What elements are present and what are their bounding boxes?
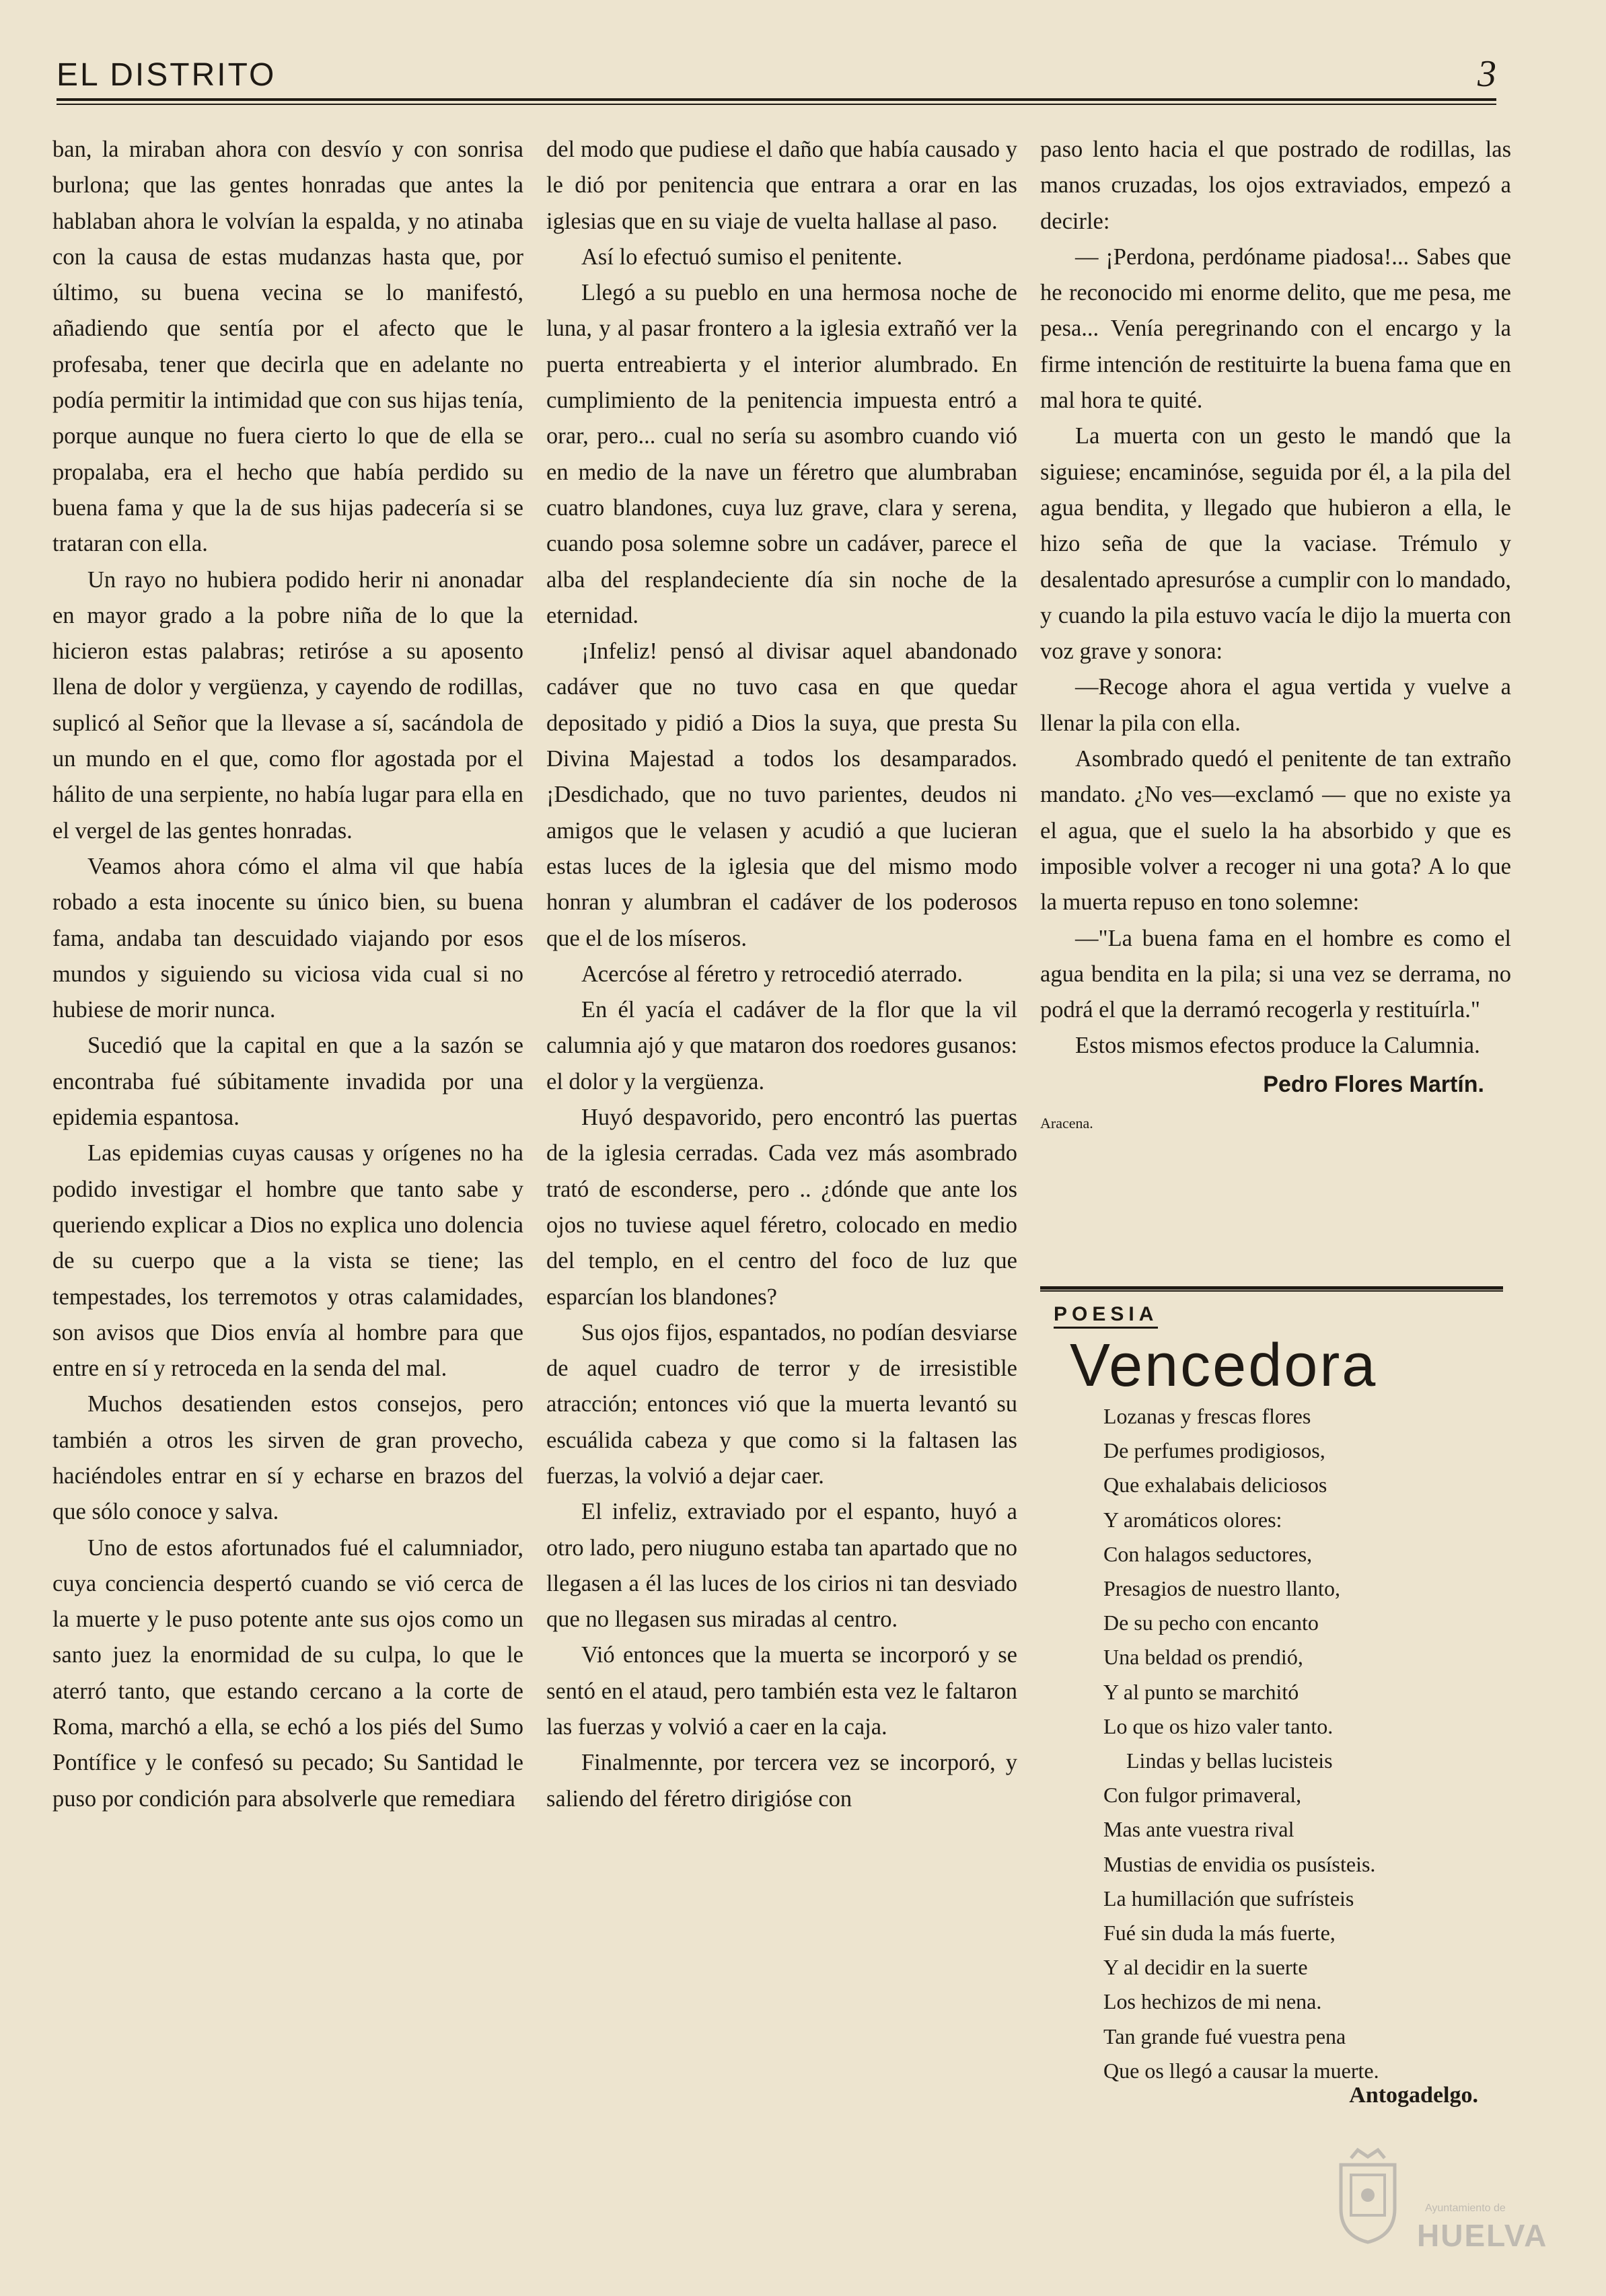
poem-line: Tan grande fué vuestra pena [1103, 2024, 1346, 2048]
watermark-big-text: HUELVA [1417, 2218, 1548, 2253]
poem-line: Y al punto se marchitó [1103, 1679, 1299, 1704]
poem-line: Y aromáticos olores: [1103, 1507, 1282, 1532]
paragraph: Muchos desatienden estos consejos, pero también a otros les sirven de gran provecho, haciéndoles entrar en sí y echarse en brazos del que sólo conoce y salva. [52, 1391, 523, 1525]
masthead [57, 50, 1496, 97]
paragraph: paso lento hacia el que postrado de rodillas, las manos cruzadas, los ojos extraviados, empezó a decirle: [1040, 137, 1511, 234]
poem-line: Fué sin duda la más fuerte, [1103, 1921, 1336, 1946]
paragraph: Finalmennte, por tercera vez se incorporó, y saliendo del féretro dirigióse con [546, 1750, 1017, 1812]
poem-line: Lindas y bellas lucisteis [1126, 1748, 1333, 1773]
poem-line: Y al decidir en la suerte [1103, 1955, 1308, 1980]
paragraph: Así lo efectuó sumiso el penitente. [581, 244, 903, 270]
poem-line: De perfumes prodigiosos, [1103, 1438, 1325, 1463]
poetry-section-label: POESIA [1054, 1304, 1158, 1329]
paragraph: Uno de estos afortunados fué el calumniador, cuya conciencia despertó cuando se vió cerca de la muerte y le puso potente ante sus ojos como un santo juez la enormidad de su culpa, lo que le aterró tanto, que estando cercano a la corte de Roma, marchó a ella, se echó a los piés del Sumo Pontífice y le confesó su pecado; Su Santidad le puso por condición para absolverle que remediara [52, 1534, 523, 1812]
newspaper-title: EL DISTRITO [57, 57, 277, 93]
paragraph: Veamos ahora cómo el alma vil que había robado a esta inocente su único bien, su buena fama, andaba tan descuidado viajando por esos mundos y siguiendo su viciosa vida cual si no hubiese de morir nunca. [52, 853, 523, 1023]
poem-line: Con halagos seductores, [1103, 1541, 1313, 1566]
article-place: Aracena. [1040, 1115, 1093, 1132]
paragraph: La muerta con un gesto le mandó que la siguiese; encaminóse, seguida por él, a la pila del agua bendita, y llegado que hubieron a ella, le hizo seña de que la vaciase. Trémulo y desalentado apresuróse a cumplir con lo mandado, y cuando la pila estuvo vacía le dijo la muerta con voz grave y sonora: [1040, 423, 1511, 665]
poem-line: Que os llegó a causar la muerte. [1103, 2058, 1379, 2083]
paragraph: Asombrado quedó el penitente de tan extraño mandato. ¿No ves—exclamó — que no existe ya el agua, que el suelo la ha absorbido y que es imposible volver a recoger ni una gota? A lo que la muerta repuso en tono solemne: [1040, 746, 1511, 916]
poem-line: Que exhalabais deliciosos [1103, 1473, 1327, 1497]
page-number: 3 [1477, 53, 1496, 95]
watermark-small-text: Ayuntamiento de [1425, 2202, 1506, 2214]
paragraph: ban, la miraban ahora con desvío y con sonrisa burlona; que las gentes honradas que antes la hablaban ahora le volvían la espalda, y no atinaba con la causa de estas mudanzas hasta que, por último, su buena vecina se lo manifestó, añadiendo que sentía por el afecto que le profesaba, tener que decirla que en adelante no podía permitir la intimidad que con sus hijas tenía, porque aunque no fuera cierto lo que de ella se propalaba, era el hecho que había perdido su buena fama y que la de sus hijas padecería si se trataran con ella. [52, 137, 523, 557]
paragraph: Estos mismos efectos produce la Calumnia. [1075, 1033, 1480, 1059]
poem-title: Vencedora [1070, 1332, 1378, 1399]
paragraph: del modo que pudiese el daño que había causado y le dió por penitencia que entrara a orar en las iglesias que en su viaje de vuelta hallase al paso. [546, 137, 1017, 234]
paragraph: — ¡Perdona, perdóname piadosa!... Sabes que he reconocido mi enorme delito, que me pesa, me pesa... Venía peregrinando con el encargo y la firme intención de restituirte la buena fama que en mal hora te quité. [1040, 244, 1511, 414]
paragraph: El infeliz, extraviado por el espanto, huyó a otro lado, pero niuguno estaba tan apartado que no llegasen a él las luces de los cirios ni tan desviado que no llegasen sus miradas al centro. [546, 1499, 1017, 1633]
article-column-2 [546, 132, 1017, 1817]
article-column-3 [1040, 132, 1511, 1141]
section-divider [1040, 1286, 1503, 1292]
poem-line: Una beldad os prendió, [1103, 1645, 1303, 1670]
poem-line: Presagios de nuestro llanto, [1103, 1576, 1340, 1601]
poem-line: La humillación que sufrísteis [1103, 1886, 1354, 1911]
paragraph: Huyó despavorido, pero encontró las puertas de la iglesia cerradas. Cada vez más asombrado trató de esconderse, pero .. ¿dónde que ante los ojos no tuviese aquel féretro, colocado en medio del templo, en el centro del foco de luz que esparcían los blandones? [546, 1105, 1017, 1310]
poem-line: Con fulgor primaveral, [1103, 1783, 1302, 1808]
paragraph: Sucedió que la capital en que a la sazón se encontraba fué súbitamente invadida por una epidemia espantosa. [52, 1033, 523, 1131]
paragraph: Un rayo no hubiera podido herir ni anonadar en mayor grado a la pobre niña de lo que la hicieron estas palabras; retiróse a su aposento llena de dolor y vergüenza, y cayendo de rodillas, suplicó al Señor que la llevase a sí, sacándola de un mundo en el que, como flor agostada por el hálito de una serpiente, no había lugar para ella en el vergel de las gentes honradas. [52, 566, 523, 844]
paragraph: Acercóse al féretro y retrocedió aterrado. [581, 961, 963, 987]
poem-line: Lozanas y frescas flores [1103, 1404, 1311, 1428]
paragraph: Vió entonces que la muerta se incorporó y se sentó en el ataud, pero también esta vez le faltaron las fuerzas y volvió a caer en la caja. [546, 1642, 1017, 1740]
archive-watermark [1331, 2145, 1548, 2259]
poem-line: Lo que os hizo valer tanto. [1103, 1713, 1334, 1738]
paragraph: Llegó a su pueblo en una hermosa noche de luna, y al pasar frontero a la iglesia extrañó ver la puerta entreabierta y el interior alumbrado. En cumplimiento de la penitencia impuesta entró a orar, pero... cual no sería su asombro cuando vió en medio de la nave un féretro que alumbraban cuatro blandones, cuya luz grave, clara y serena, cuando posa solemne sobre un cadáver, parece el alba del resplandeciente día sin noche de la eternidad. [546, 280, 1017, 628]
poem-line: Mas ante vuestra rival [1103, 1817, 1294, 1842]
poem-line: De su pecho con encanto [1103, 1610, 1319, 1635]
poem-line: Los hechizos de mi nena. [1103, 1989, 1322, 2014]
paragraph: En él yacía el cadáver de la flor que la vil calumnia ajó y que mataron dos roedores gusanos: el dolor y la vergüenza. [546, 997, 1017, 1095]
poem-author: Antogadelgo. [1349, 2083, 1478, 2108]
article-signature: Pedro Flores Martín. [1263, 1071, 1484, 1097]
paragraph: Las epidemias cuyas causas y orígenes no ha podido investigar el hombre que tanto sabe y queriendo explicar a Dios no explica uno dolencia de su cuerpo que a la vista se tiene; las tempestades, los terremotos y otras calamidades, son avisos que Dios envía al hombre para que entre en sí y retroceda en la senda del mal. [52, 1140, 523, 1382]
masthead-rule [57, 98, 1496, 105]
paragraph: —"La buena fama en el hombre es como el agua bendita en la pila; si una vez se derrama, no podrá el que la derramó recogerla y restituírla." [1040, 925, 1511, 1023]
poem-line: Mustias de envidia os pusísteis. [1103, 1851, 1376, 1876]
paragraph: Sus ojos fijos, espantados, no podían desviarse de aquel cuadro de terror y de irresistible atracción; entonces vió que la muerta levantó su escuálida cabeza y que como si la faltasen las fuerzas, la volvió a dejar caer. [546, 1319, 1017, 1489]
poem-body [1103, 1399, 1480, 2088]
paragraph: —Recoge ahora el agua vertida y vuelve a llenar la pila con ella. [1040, 674, 1511, 736]
article-column-1 [52, 132, 523, 1817]
paragraph: ¡Infeliz! pensó al divisar aquel abandonado cadáver que no tuvo casa en que quedar depositado y pidió a Dios la suya, que presta Su Divina Majestad a todos los desamparados. ¡Desdichado, que no tuvo parientes, deudos ni amigos que le velasen y acudió a que lucieran estas luces de la iglesia que del mismo modo honran y alumbran el cadáver de los poderosos que el de los míseros. [546, 638, 1017, 951]
coat-of-arms-icon [1331, 2145, 1405, 2246]
